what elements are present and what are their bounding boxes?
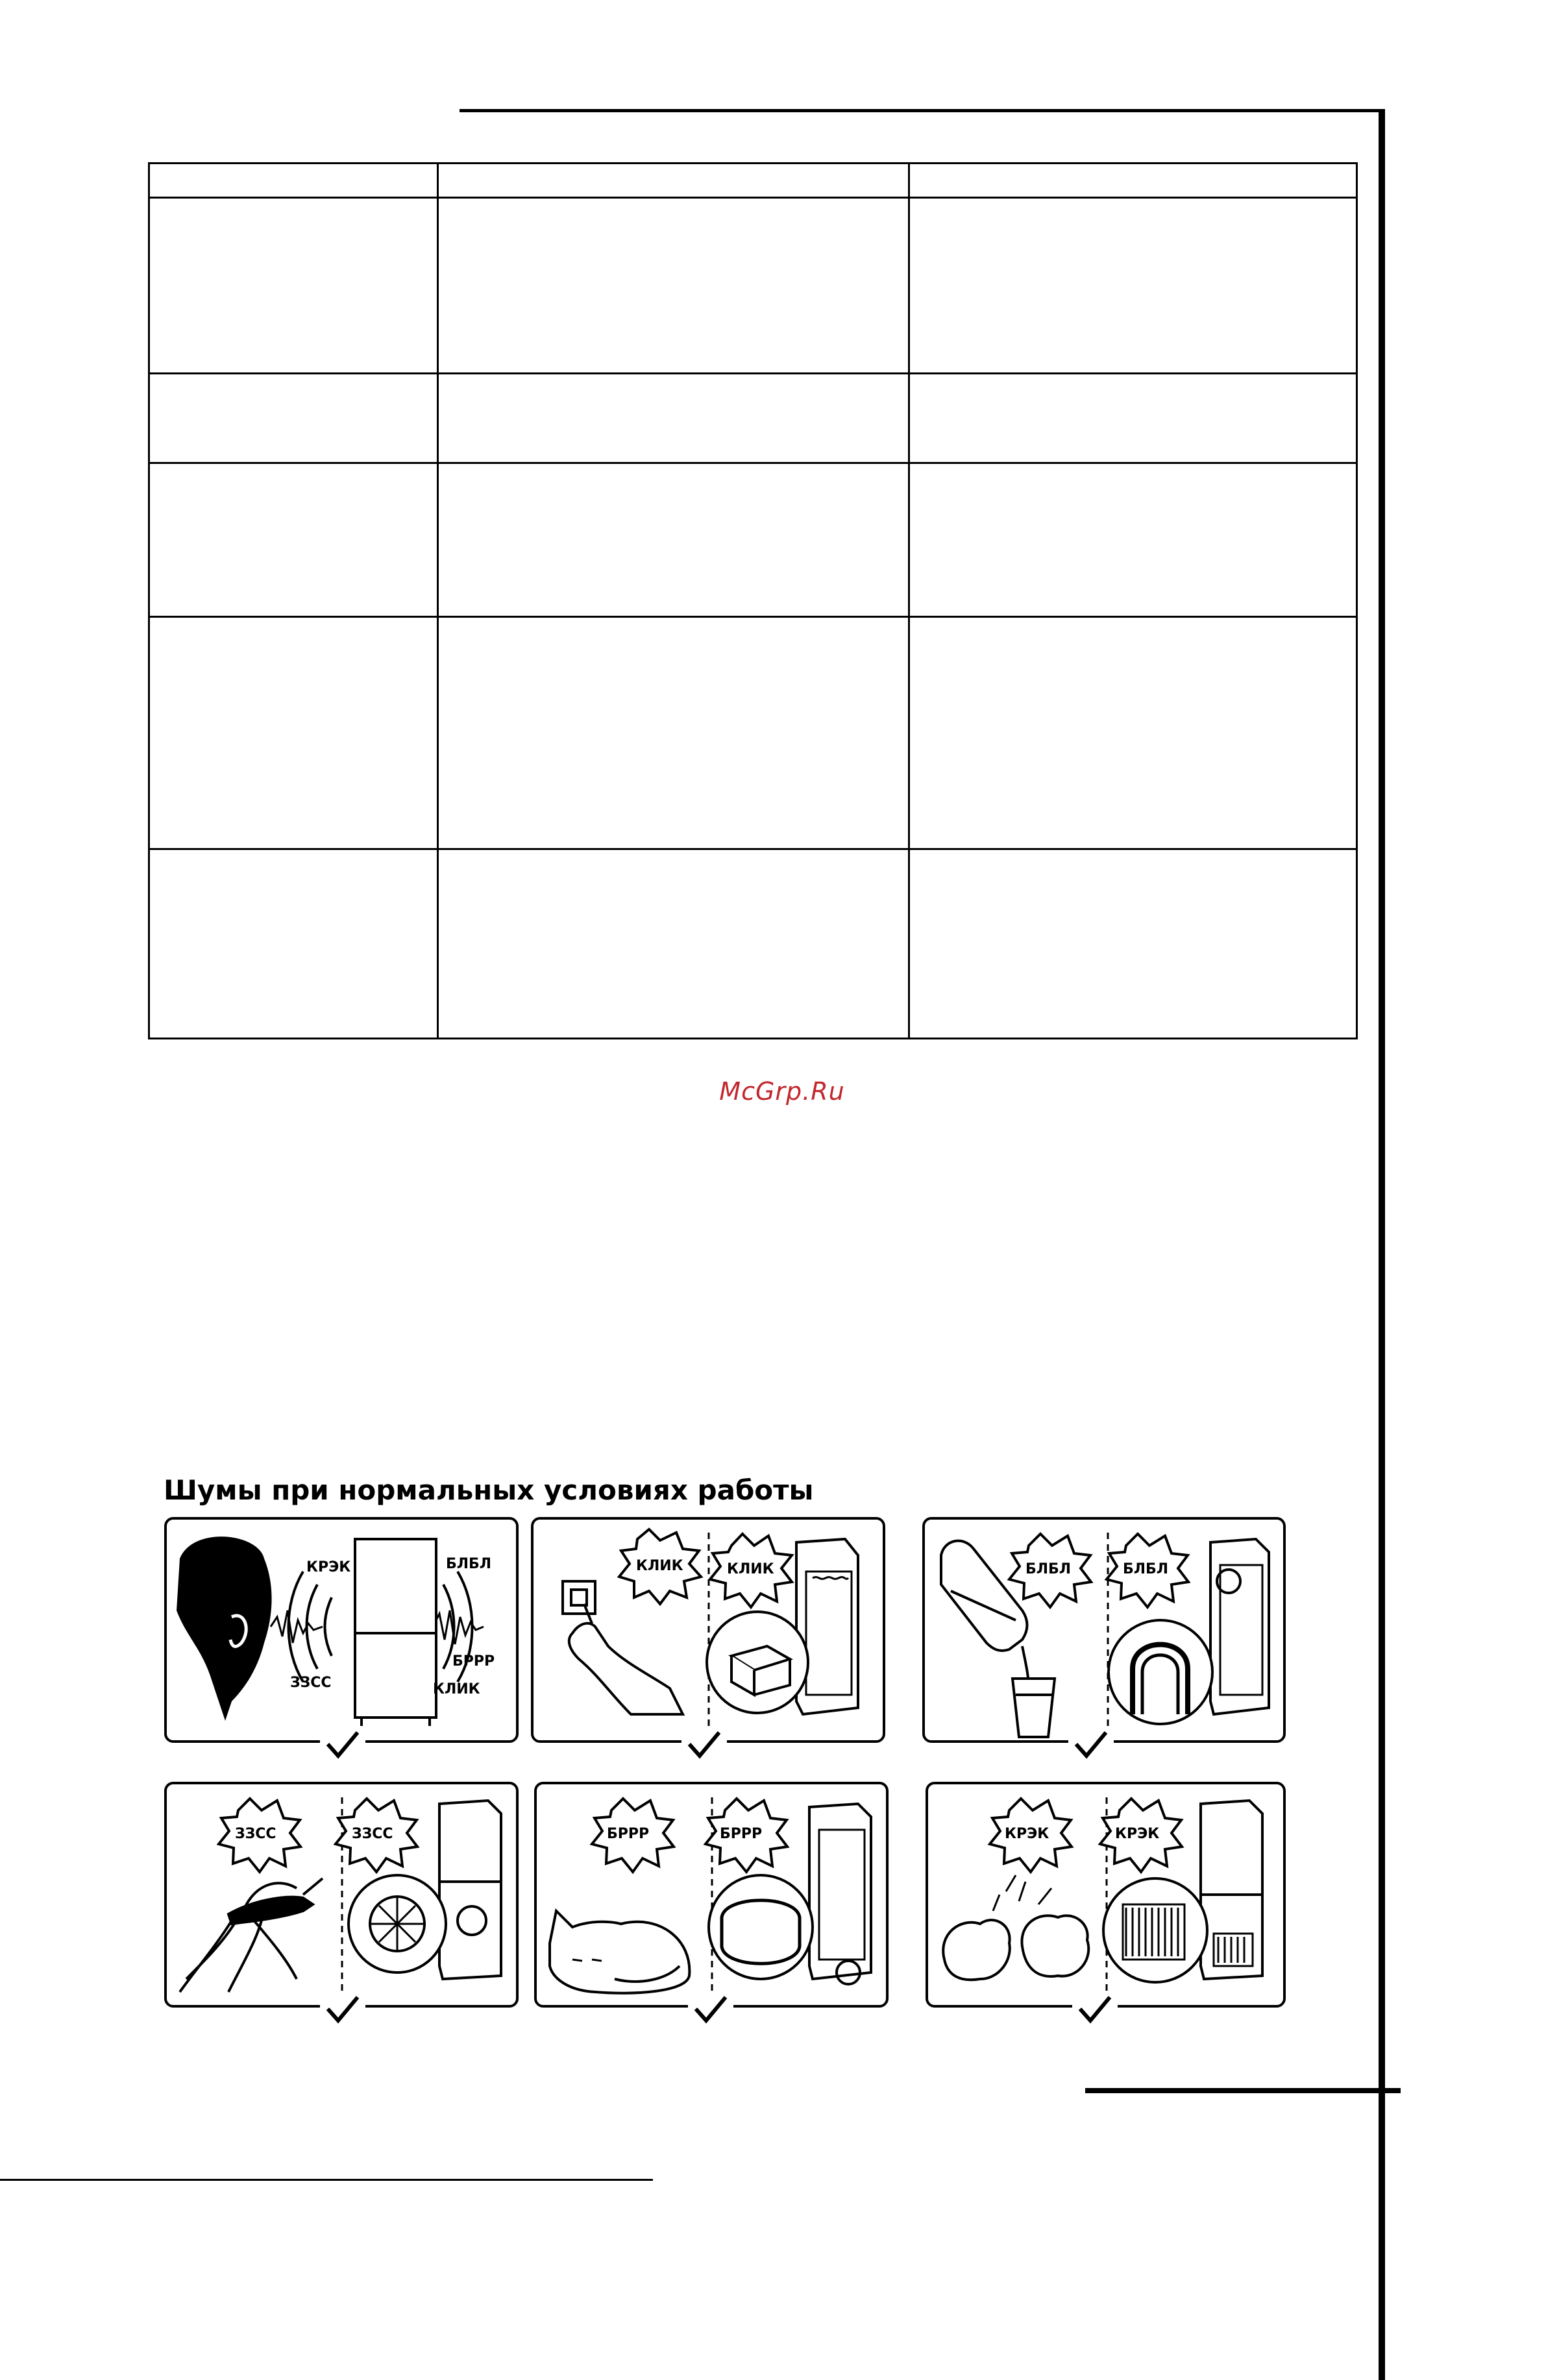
noise-panel-ice bbox=[926, 1782, 1286, 2008]
sound-label: БЛБЛ bbox=[1025, 1561, 1072, 1577]
refrigerator-icon bbox=[355, 1539, 436, 1726]
table-cell bbox=[437, 372, 910, 464]
troubleshooting-table bbox=[148, 162, 1358, 1039]
table-cell bbox=[148, 372, 439, 464]
glass-icon bbox=[1012, 1679, 1055, 1737]
refrigerator-icon bbox=[809, 1804, 871, 1979]
sound-label: КЛИК bbox=[727, 1561, 774, 1577]
table-cell bbox=[908, 462, 1358, 618]
table-header-cell bbox=[437, 162, 910, 199]
bottom-edge-rule bbox=[0, 2179, 653, 2181]
table-cell bbox=[437, 462, 910, 618]
refrigerator-icon bbox=[796, 1539, 858, 1714]
noise-panel-bottle bbox=[922, 1517, 1286, 1743]
section-title: Шумы при нормальных условиях работы bbox=[164, 1474, 814, 1506]
sound-label: КЛИК bbox=[433, 1681, 480, 1697]
hand-icon bbox=[569, 1623, 683, 1714]
wall-switch-icon bbox=[563, 1581, 595, 1614]
noise-panel-cat bbox=[534, 1782, 889, 2008]
noise-panel-switch bbox=[531, 1517, 885, 1743]
table-header-cell bbox=[148, 162, 439, 199]
sound-label: КРЭК bbox=[1115, 1826, 1160, 1842]
sound-label: ЗЗСС bbox=[235, 1826, 276, 1842]
sound-label: ЗЗСС bbox=[290, 1675, 332, 1691]
sound-label: КРЭК bbox=[1005, 1826, 1049, 1842]
refrigerator-icon bbox=[1210, 1539, 1269, 1714]
noise-panel-mosquito bbox=[164, 1782, 519, 2008]
evaporator-icon bbox=[1123, 1904, 1184, 1960]
table-cell bbox=[148, 616, 439, 850]
sound-label: БЛБЛ bbox=[446, 1556, 492, 1572]
table-cell bbox=[148, 462, 439, 618]
sound-wave bbox=[271, 1610, 323, 1643]
watermark: McGrp.Ru bbox=[719, 1077, 845, 1106]
compressor-icon bbox=[722, 1900, 800, 1964]
table-cell bbox=[908, 197, 1358, 374]
footer-rule bbox=[1085, 2088, 1401, 2093]
sound-label: БРРР bbox=[720, 1826, 763, 1842]
sound-label: БРРР bbox=[607, 1826, 650, 1842]
noise-panel-ear bbox=[164, 1517, 519, 1743]
refrigerator-icon bbox=[439, 1801, 501, 1979]
sound-label: БРРР bbox=[452, 1653, 495, 1670]
check-mark-icon bbox=[681, 1726, 727, 1765]
sound-label: КЛИК bbox=[636, 1558, 683, 1574]
sound-wave bbox=[433, 1610, 484, 1644]
table-cell bbox=[437, 848, 910, 1039]
table-cell bbox=[908, 372, 1358, 464]
mosquito-icon bbox=[180, 1878, 323, 1992]
table-cell bbox=[437, 616, 910, 850]
check-mark-icon bbox=[1072, 1991, 1118, 2030]
header-rule bbox=[460, 109, 1382, 112]
cat-icon bbox=[550, 1911, 689, 1993]
check-mark-icon bbox=[320, 1991, 365, 2030]
sound-label: КРЭК bbox=[306, 1559, 351, 1575]
table-header-cell bbox=[908, 162, 1358, 199]
check-mark-icon bbox=[320, 1726, 365, 1765]
check-mark-icon bbox=[688, 1991, 733, 2030]
ear-icon bbox=[177, 1536, 272, 1721]
table-cell bbox=[437, 197, 910, 374]
table-cell bbox=[908, 616, 1358, 850]
check-mark-icon bbox=[1068, 1726, 1114, 1765]
fan-icon bbox=[458, 1906, 486, 1935]
right-margin-rule bbox=[1379, 109, 1385, 2380]
ice-crystals-icon bbox=[943, 1875, 1088, 1980]
table-cell bbox=[148, 197, 439, 374]
zoom-circle bbox=[1109, 1620, 1212, 1724]
table-cell bbox=[148, 848, 439, 1039]
sound-label: БЛБЛ bbox=[1123, 1561, 1169, 1577]
sound-label: ЗЗСС bbox=[352, 1826, 393, 1842]
table-cell bbox=[908, 848, 1358, 1039]
